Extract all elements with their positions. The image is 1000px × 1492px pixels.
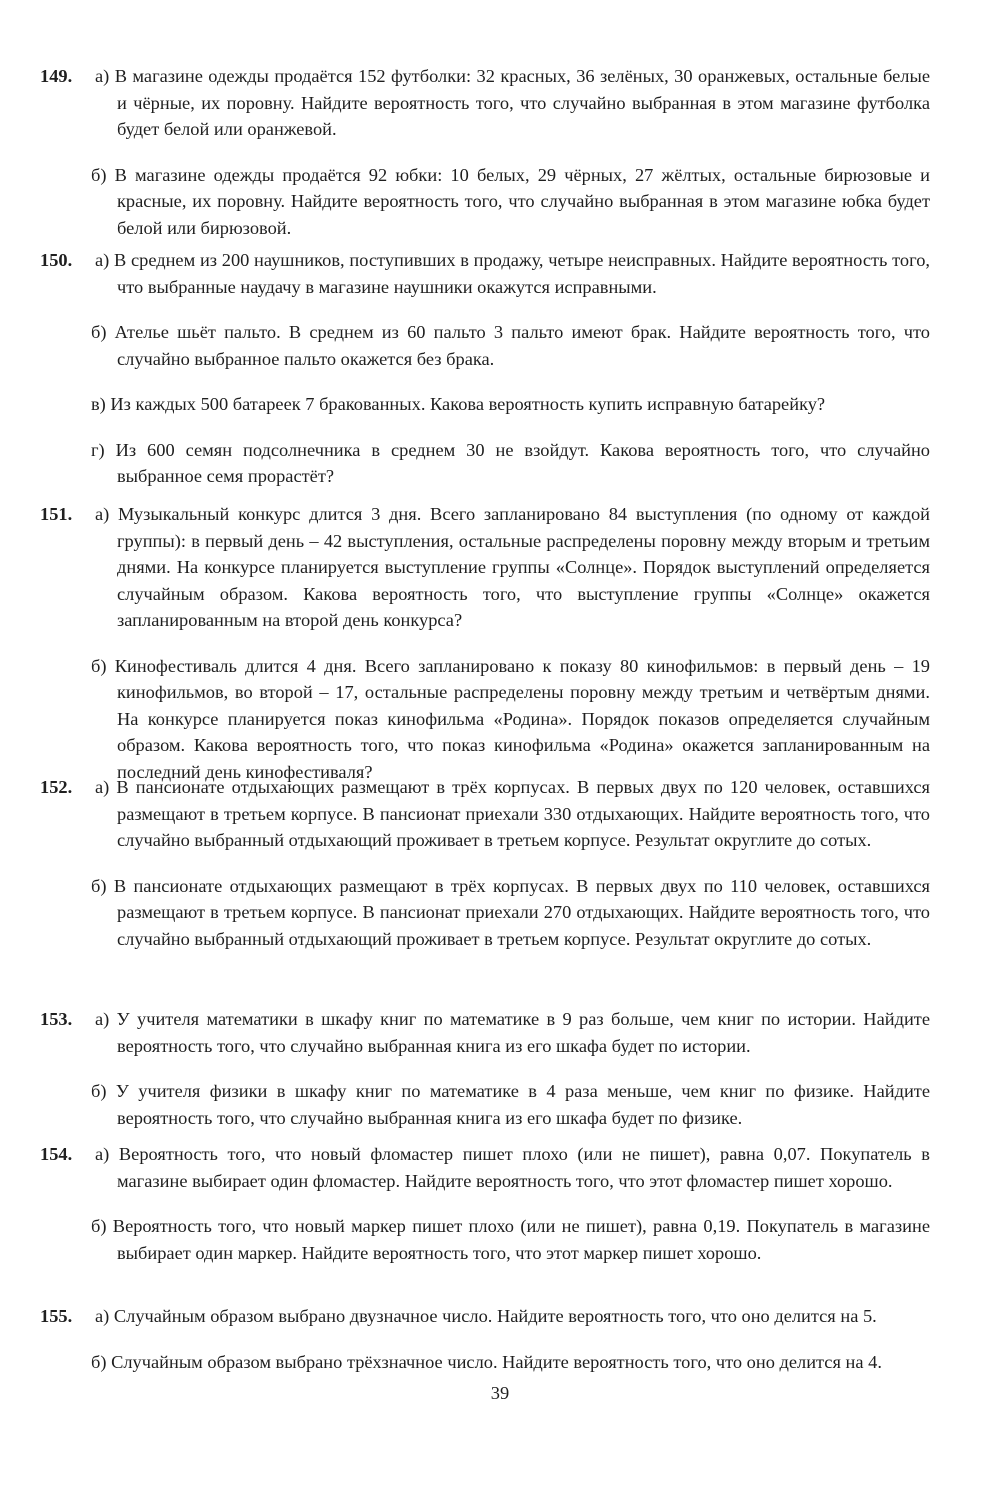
problem-150 [40, 247, 930, 490]
problem-part-a: а) Вероятность того, что новый фломастер пишет плохо (или не пишет), равна 0,07. Покупатель в магазине выбирает один фломастер. Найдите вероятность того, что этот фломастер пишет хорошо. [95, 1144, 930, 1191]
problem-149 [40, 63, 930, 241]
problem-part-b: б) Вероятность того, что новый маркер пишет плохо (или не пишет), равна 0,19. Покупатель в магазине выбирает один маркер. Найдите вероятность того, что этот маркер пишет хорошо. [91, 1216, 930, 1263]
problem-155 [40, 1303, 930, 1375]
problem-number: 149. [40, 66, 73, 86]
problem-part-b: б) Кинофестиваль длится 4 дня. Всего запланировано к показу 80 кинофильмов: в первый день – 19 кинофильмов, во второй – 17, остальные распределены поровну между третьим и четвёртым днями. На конкурсе планируется показ кинофильма «Родина». Порядок показов определяется случайным образом. Какова вероятность того, что показ кинофильма «Родина» окажется запланированным на последний день кинофестиваля? [91, 655, 930, 782]
problem-part-a: а) В магазине одежды продаётся 152 футболки: 32 красных, 36 зелёных, 30 оранжевых, остальные белые и чёрные, их поровну. Найдите вероятность того, что случайно выбранная в этом магазине футболка будет белой или оранжевой. [95, 66, 930, 139]
problem-number: 152. [40, 777, 73, 797]
problem-part-a: а) Музыкальный конкурс длится 3 дня. Всего запланировано 84 выступления (по одному от каждой группы): в первый день – 42 выступления, остальные распределены поровну между вторым и третьим днями. На конкурсе планируется выступление группы «Солнце». Порядок выступлений определяется случайным образом. Какова вероятность того, что выступление группы «Солнце» окажется запланированным на второй день конкурса? [95, 504, 930, 630]
problem-part-a: а) В среднем из 200 наушников, поступивших в продажу, четыре неисправных. Найдите вероятность того, что выбранные наудачу в магазине наушники окажутся исправными. [95, 250, 930, 297]
problem-number: 150. [40, 250, 73, 270]
problem-153 [40, 1006, 930, 1131]
problem-number: 154. [40, 1144, 73, 1164]
problem-number: 151. [40, 504, 73, 524]
problem-part-d: г) Из 600 семян подсолнечника в среднем 30 не взойдут. Какова вероятность того, что случайно выбранное семя прорастёт? [91, 439, 930, 486]
problem-part-b: б) В пансионате отдыхающих размещают в трёх корпусах. В первых двух по 110 человек, оставшихся размещают в третьем корпусе. В пансионат приехали 270 отдыхающих. Найдите вероятность того, что случайно выбранный отдыхающий проживает в третьем корпусе. Результат округлите до сотых. [91, 875, 930, 949]
problem-part-c: в) Из каждых 500 батареек 7 бракованных. Какова вероятность купить исправную батарейку? [91, 394, 826, 414]
problem-part-a: а) У учителя математики в шкафу книг по математике в 9 раз больше, чем книг по истории. Найдите вероятность того, что случайно выбранная книга из его шкафа будет по истории. [95, 1009, 930, 1056]
problem-part-b: б) Ателье шьёт пальто. В среднем из 60 пальто 3 пальто имеют брак. Найдите вероятность того, что случайно выбранное пальто окажется без брака. [91, 322, 930, 369]
page-number: 39 [490, 1383, 510, 1403]
problem-part-b: б) У учителя физики в шкафу книг по математике в 4 раза меньше, чем книг по физике. Найдите вероятность того, что случайно выбранная книга из его шкафа будет по физике. [91, 1081, 930, 1128]
problem-part-a: а) Случайным образом выбрано двузначное число. Найдите вероятность того, что оно делится на 5. [95, 1306, 877, 1326]
problem-151 [40, 501, 930, 785]
problem-part-b: б) Случайным образом выбрано трёхзначное число. Найдите вероятность того, что оно делится на 4. [91, 1351, 882, 1372]
problem-152 [40, 774, 930, 952]
problem-part-a: а) В пансионате отдыхающих размещают в трёх корпусах. В первых двух по 120 человек, оставшихся размещают в третьем корпусе. В пансионат приехали 330 отдыхающих. Найдите вероятность того, что случайно выбранный отдыхающий проживает в третьем корпусе. Результат округлите до сотых. [95, 777, 930, 850]
problem-154 [40, 1141, 930, 1266]
problem-number: 155. [40, 1306, 73, 1326]
problem-number: 153. [40, 1009, 73, 1029]
problem-part-b: б) В магазине одежды продаётся 92 юбки: 10 белых, 29 чёрных, 27 жёлтых, остальные бирюзовые и красные, их поровну. Найдите вероятность того, что случайно выбранная в этом магазине юбка будет белой или бирюзовой. [91, 164, 930, 238]
